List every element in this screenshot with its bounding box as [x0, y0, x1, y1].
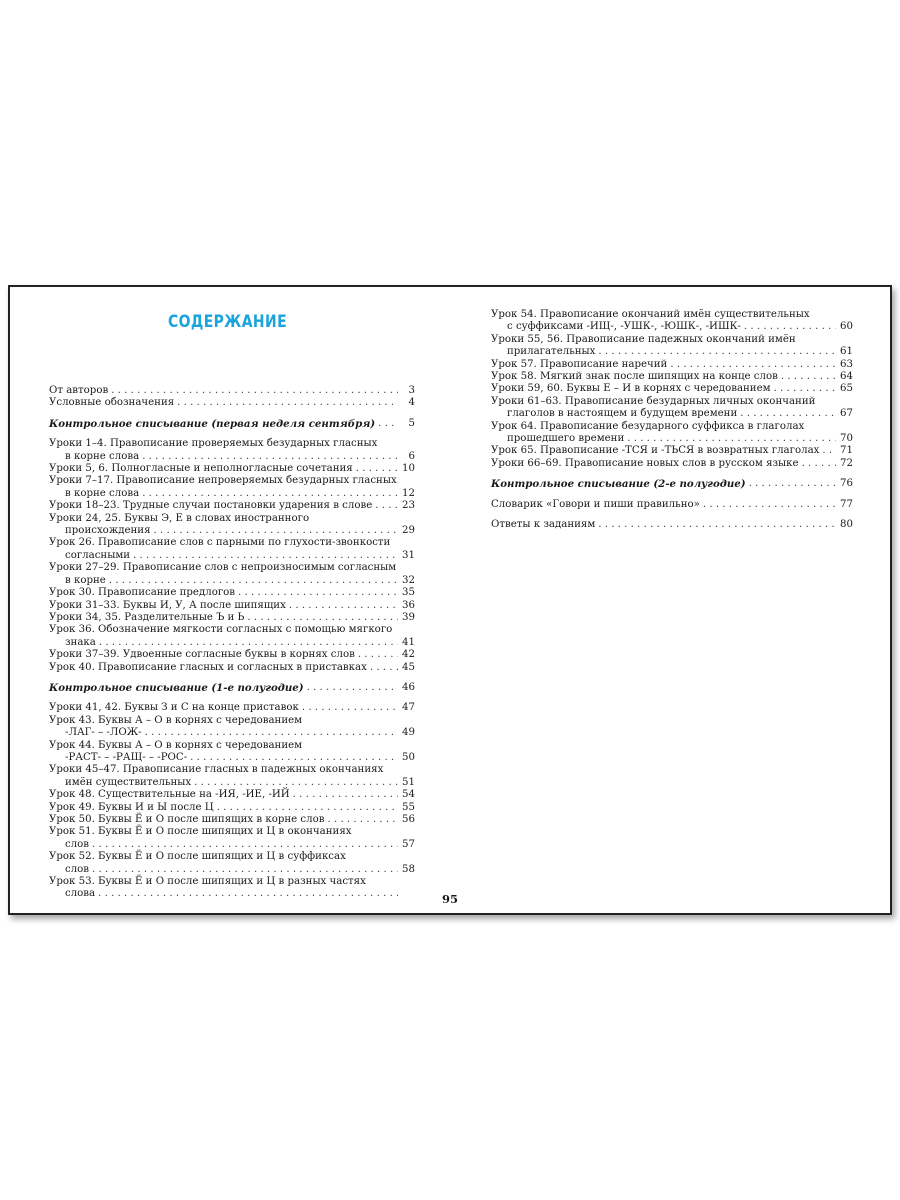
toc-page-number: 70	[840, 433, 853, 445]
page-title: СОДЕРЖАНИЕ	[167, 312, 288, 332]
toc-entry-text: с суффиксами -ИЩ-, -УШК-, -ЮШК-, -ИШК-	[507, 321, 741, 333]
dot-leader	[774, 383, 836, 395]
toc-entry[interactable]	[491, 519, 853, 531]
toc-entry-text: Словарик «Говори и пиши правильно»	[491, 498, 700, 510]
toc-left-column	[49, 385, 415, 901]
toc-entry-text: Урок 64. Правописание безударного суффикса в глаголах	[491, 420, 805, 432]
section-gap	[49, 674, 415, 682]
toc-entry-text: Урок 58. Мягкий знак после шипящих на конце слов	[491, 371, 778, 383]
toc-page-number: 50	[402, 751, 415, 763]
book-page	[8, 285, 892, 915]
toc-page-number: 51	[402, 776, 415, 788]
dot-leader	[145, 727, 398, 739]
section-gap	[491, 491, 853, 499]
toc-entry-text: согласными	[65, 549, 131, 561]
toc-entry-text: Урок 26. Правописание слов с парными по глухости-звонкости	[49, 537, 391, 549]
toc-page-number: 77	[840, 498, 853, 510]
dot-leader	[238, 587, 398, 599]
toc-entry[interactable]	[49, 814, 415, 826]
toc-entry[interactable]	[49, 662, 415, 674]
toc-entry-text: Урок 40. Правописание гласных и согласных в приставках	[49, 661, 367, 673]
toc-page-number: 67	[840, 408, 853, 420]
toc-page-number: 41	[402, 636, 415, 648]
toc-page-number: 5	[408, 417, 415, 429]
dot-leader	[154, 525, 399, 537]
dot-leader	[92, 864, 398, 876]
toc-page-number: 60	[840, 321, 853, 333]
toc-entry-text: имён существительных	[65, 776, 192, 788]
toc-entry-text: Уроки 27–29. Правописание слов с непроизносимым согласным	[49, 562, 397, 574]
toc-right-column	[491, 309, 853, 532]
toc-entry[interactable]	[49, 438, 415, 463]
toc-page-number: 55	[402, 801, 415, 813]
dot-leader	[670, 359, 836, 371]
toc-entry[interactable]	[491, 478, 853, 490]
toc-entry-text: -ЛАГ- – -ЛОЖ-	[65, 727, 142, 739]
dot-leader	[109, 575, 398, 587]
toc-page-number: 54	[402, 789, 415, 801]
section-gap	[49, 694, 415, 702]
toc-page-number: 39	[402, 611, 415, 623]
dot-leader	[247, 612, 398, 624]
dot-leader	[749, 478, 836, 490]
toc-entry-text: Уроки 45–47. Правописание гласных в падежных окончаниях	[49, 764, 384, 776]
toc-page-number: 65	[840, 383, 853, 395]
toc-entry[interactable]	[49, 715, 415, 740]
dot-leader	[822, 445, 836, 457]
toc-entry[interactable]	[49, 612, 415, 624]
toc-entry[interactable]	[49, 851, 415, 876]
toc-entry-text: слова	[65, 888, 96, 900]
toc-entry-text: Урок 36. Обозначение мягкости согласных с помощью мягкого	[49, 624, 393, 636]
toc-entry[interactable]	[49, 385, 415, 397]
toc-page-number: 76	[840, 478, 853, 490]
toc-entry[interactable]	[49, 789, 415, 801]
toc-page-number: 4	[408, 397, 415, 409]
toc-page-number: 46	[402, 681, 415, 693]
toc-entry[interactable]	[49, 463, 415, 475]
dot-leader	[99, 637, 398, 649]
dot-leader	[190, 752, 398, 764]
toc-entry[interactable]	[491, 421, 853, 446]
toc-entry[interactable]	[49, 826, 415, 851]
dot-leader	[289, 600, 398, 612]
dot-leader	[740, 408, 836, 420]
dot-leader	[177, 397, 398, 409]
toc-page-number: 42	[402, 649, 415, 661]
toc-entry[interactable]	[491, 371, 853, 383]
dot-leader	[293, 789, 398, 801]
toc-page-number: 31	[402, 549, 415, 561]
toc-entry-text: слов	[65, 838, 90, 850]
toc-entry-text: Уроки 59, 60. Буквы Е – И в корнях с чередованием	[491, 383, 771, 395]
page-number: 95	[441, 892, 458, 906]
section-gap	[49, 410, 415, 418]
toc-entry-text: Условные обозначения	[49, 397, 175, 409]
toc-entry-text: Урок 51. Буквы Ё и О после шипящих и Ц в окончаниях	[49, 826, 352, 838]
toc-entry-text: Ответы к заданиям	[491, 519, 596, 531]
dot-leader	[375, 500, 398, 512]
toc-entry-text: Урок 54. Правописание окончаний имён существительных	[491, 309, 810, 320]
toc-page-number: 80	[840, 519, 853, 531]
toc-page-number: 63	[840, 358, 853, 370]
toc-entry-text: Урок 43. Буквы А – О в корнях с чередованием	[49, 714, 303, 726]
dot-leader	[598, 346, 836, 358]
toc-entry[interactable]	[49, 397, 415, 409]
toc-page-number: 45	[402, 661, 415, 673]
toc-entry-text: Уроки 66–69. Правописание новых слов в русском языке	[491, 457, 799, 469]
toc-entry-text: Уроки 7–17. Правописание непроверяемых безударных гласных	[49, 475, 397, 487]
toc-entry-text: Уроки 18–23. Трудные случаи постановки ударения в слове	[49, 500, 373, 512]
toc-page-number: 29	[402, 525, 415, 537]
toc-entry[interactable]	[49, 475, 415, 500]
toc-entry-text: Урок 48. Существительные на -ИЯ, -ИЕ, -ИЙ	[49, 789, 290, 801]
dot-leader	[598, 519, 836, 531]
toc-entry[interactable]	[491, 309, 853, 334]
toc-page-number: 10	[402, 463, 415, 475]
toc-entry-text: прилагательных	[507, 346, 596, 358]
toc-page-number: 64	[840, 371, 853, 383]
dot-leader	[111, 385, 398, 397]
toc-entry[interactable]	[491, 499, 853, 511]
toc-entry[interactable]	[49, 764, 415, 789]
toc-entry-text: в корне слова	[65, 487, 140, 499]
toc-entry[interactable]	[49, 802, 415, 814]
toc-entry-text: слов	[65, 863, 90, 875]
toc-entry[interactable]	[491, 396, 853, 421]
toc-page-number: 6	[408, 450, 415, 462]
toc-entry[interactable]	[491, 383, 853, 395]
dot-leader	[781, 371, 836, 383]
toc-page-number: 23	[402, 500, 415, 512]
dot-leader	[133, 550, 398, 562]
toc-entry[interactable]	[49, 537, 415, 562]
dot-leader	[92, 839, 398, 851]
toc-entry[interactable]	[49, 702, 415, 714]
section-gap	[491, 470, 853, 478]
toc-entry[interactable]	[49, 682, 415, 694]
toc-entry[interactable]	[49, 513, 415, 538]
toc-page-number: 57	[402, 838, 415, 850]
dot-leader	[703, 499, 836, 511]
toc-entry[interactable]	[49, 500, 415, 512]
dot-leader	[358, 649, 398, 661]
section-gap	[491, 511, 853, 519]
toc-page-number: 36	[402, 599, 415, 611]
toc-entry[interactable]	[49, 740, 415, 765]
toc-entry-text: Контрольное списывание (1-е полугодие)	[49, 681, 304, 694]
toc-entry-text: Уроки 41, 42. Буквы З и С на конце приставок	[49, 702, 299, 714]
toc-page-number: 32	[402, 574, 415, 586]
toc-entry-text: От авторов	[49, 385, 109, 396]
dot-leader	[142, 488, 398, 500]
dot-leader	[142, 451, 398, 463]
toc-entry[interactable]	[49, 600, 415, 612]
dot-leader	[802, 458, 836, 470]
toc-page-number: 3	[408, 385, 415, 396]
dot-leader	[627, 433, 836, 445]
toc-entry-text: Урок 53. Буквы Ё и О после шипящих и Ц в разных частях	[49, 876, 366, 888]
toc-entry-text: Контрольное списывание (2-е полугодие)	[491, 478, 746, 491]
toc-page-number: 72	[840, 457, 853, 469]
toc-page-number: 58	[402, 863, 415, 875]
toc-page-number: 71	[840, 445, 853, 457]
dot-leader	[302, 702, 398, 714]
toc-entry[interactable]	[49, 562, 415, 587]
toc-entry-text: Урок 57. Правописание наречий	[491, 358, 668, 370]
dot-leader	[356, 463, 398, 475]
toc-page-number: 49	[402, 727, 415, 739]
dot-leader	[378, 418, 398, 430]
toc-entry-text: в корне	[65, 574, 106, 586]
toc-entry-text: Урок 52. Буквы Ё и О после шипящих и Ц в суффиксах	[49, 851, 346, 863]
toc-entry[interactable]	[49, 624, 415, 649]
toc-entry-text: Уроки 24, 25. Буквы Э, Е в словах иностранного	[49, 512, 310, 524]
toc-entry[interactable]	[491, 334, 853, 359]
toc-entry-text: -РАСТ- – -РАЩ- – -РОС-	[65, 751, 188, 763]
toc-entry-text: Уроки 31–33. Буквы И, У, А после шипящих	[49, 599, 286, 611]
dot-leader	[217, 802, 398, 814]
toc-entry-text: происхождения	[65, 525, 151, 537]
toc-entry-text: знака	[65, 636, 96, 648]
toc-page-number: 35	[402, 587, 415, 599]
toc-entry-text: Уроки 55, 56. Правописание падежных окончаний имён	[491, 333, 796, 345]
toc-entry-text: глаголов в настоящем и будущем времени	[507, 408, 738, 420]
dot-leader	[370, 662, 398, 674]
toc-entry-text: Уроки 34, 35. Разделительные Ъ и Ь	[49, 611, 245, 623]
toc-entry-text: Урок 65. Правописание -ТСЯ и -ТЬСЯ в возвратных глаголах	[491, 445, 820, 457]
toc-page-number: 47	[402, 702, 415, 714]
toc-page-number: 61	[840, 346, 853, 358]
dot-leader	[194, 777, 398, 789]
toc-entry-text: Урок 30. Правописание предлогов	[49, 587, 236, 599]
toc-entry-text: Контрольное списывание (первая неделя сентября)	[49, 417, 376, 430]
toc-entry[interactable]	[49, 418, 415, 430]
toc-entry-text: прошедшего времени	[507, 433, 625, 445]
toc-entry[interactable]	[491, 445, 853, 457]
toc-entry-text: Уроки 5, 6. Полногласные и неполногласные сочетания	[49, 463, 353, 475]
toc-page-number: 12	[402, 487, 415, 499]
toc-entry[interactable]	[49, 649, 415, 661]
toc-entry[interactable]	[49, 587, 415, 599]
toc-entry-text: в корне слова	[65, 450, 140, 462]
toc-entry[interactable]	[491, 458, 853, 470]
dot-leader	[744, 321, 836, 333]
toc-entry[interactable]	[491, 359, 853, 371]
toc-entry-text: Урок 49. Буквы И и Ы после Ц	[49, 801, 214, 813]
toc-entry-text: Уроки 37–39. Удвоенные согласные буквы в корнях слов	[49, 649, 355, 661]
toc-entry-text: Уроки 1–4. Правописание проверяемых безударных гласных	[49, 438, 378, 450]
toc-entry-text: Урок 44. Буквы А – О в корнях с чередованием	[49, 739, 303, 751]
dot-leader	[307, 682, 398, 694]
dot-leader	[327, 814, 398, 826]
toc-entry-text: Уроки 61–63. Правописание безударных личных окончаний	[491, 395, 816, 407]
toc-entry-text: Урок 50. Буквы Ё и О после шипящих в корне слов	[49, 814, 325, 825]
toc-page-number: 56	[402, 814, 415, 825]
